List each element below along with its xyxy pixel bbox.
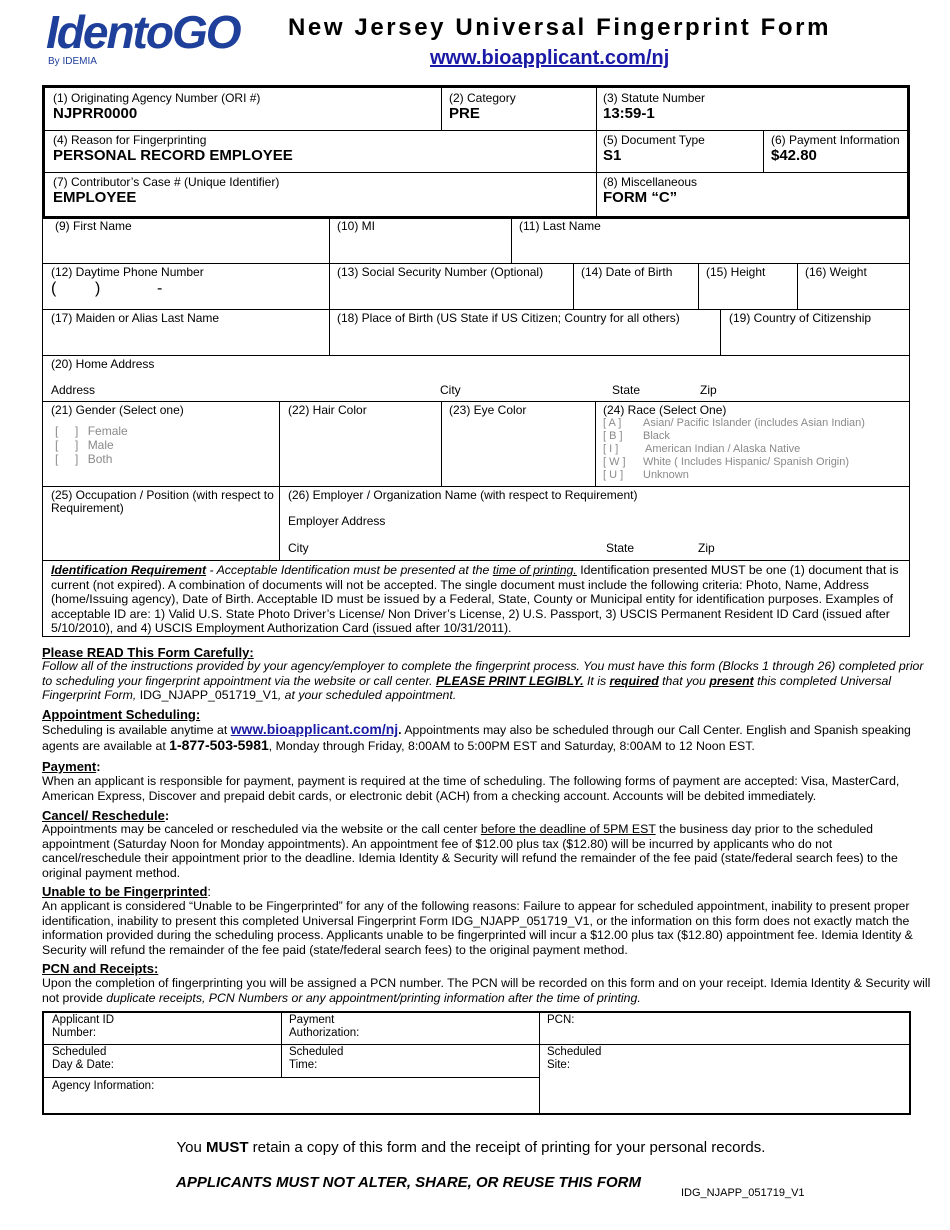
form-id-footer: IDG_NJAPP_051719_V1 [681, 1187, 805, 1199]
present-word: present [709, 673, 754, 688]
read-text-1: Follow all of the instructions provided by your agency/employer to complete the fingerprint process. You must have this form (Blocks 1 through 26) completed prior to scheduling your fingerprint appointment via the website or call center. [42, 659, 924, 688]
state-field[interactable]: State [612, 383, 641, 397]
employer-zip-field[interactable]: Zip [698, 541, 715, 555]
pcn-field[interactable]: PCN: [547, 1014, 575, 1026]
zip-field[interactable]: Zip [700, 383, 717, 397]
birthplace-field[interactable]: (18) Place of Birth (US State if US Citizen; Country for all others) [337, 311, 680, 325]
case-value: EMPLOYEE [53, 189, 137, 206]
print-legibly: PLEASE PRINT LEGIBLY. [435, 673, 584, 688]
read-text-2: It is [583, 673, 610, 688]
unable-heading-colon: : [207, 884, 212, 899]
cancel-text [42, 822, 932, 880]
form-id-inline: IDG_NJAPP_051719_V1 [139, 688, 278, 702]
occupation-field[interactable]: (25) Occupation / Position (with respect to Requirement) [51, 488, 274, 515]
identogo-logo [46, 6, 278, 70]
phone-paren-close: ) [95, 280, 101, 297]
appt-text-3: , Monday through Friday, 8:00AM to 5:00PM EST and Saturday, 8:00AM to 12 Noon EST. [268, 738, 755, 753]
dob-field[interactable]: (14) Date of Birth [581, 265, 673, 279]
reason-label: (4) Reason for Fingerprinting [53, 133, 207, 147]
race-code: [ U ] [603, 469, 624, 481]
maiden-name-field[interactable]: (17) Maiden or Alias Last Name [51, 311, 220, 325]
employer-city-field[interactable]: City [288, 541, 309, 555]
race-label: (24) Race (Select One) [603, 403, 727, 417]
payment-value: $42.80 [771, 147, 817, 164]
race-code: [ A ] [603, 417, 622, 429]
id-requirement-heading: Identification Requirement [51, 563, 207, 577]
unable-heading [42, 884, 211, 899]
call-center-phone: 1-877-503-5981 [169, 736, 269, 753]
logo-wordmark: IdentoGO [46, 6, 240, 58]
address-field[interactable]: Address [51, 383, 96, 397]
required-word: required [609, 673, 659, 688]
eye-color-field[interactable]: (23) Eye Color [449, 403, 527, 417]
pcn-text [42, 976, 932, 1005]
statute-label: (3) Statute Number [603, 91, 706, 105]
pcn-heading: PCN and Receipts: [42, 961, 159, 976]
appointment-url-link[interactable]: www.bioapplicant.com/nj [230, 721, 399, 737]
race-option-a[interactable] [603, 417, 865, 430]
race-code: [ I ] [603, 443, 619, 455]
misc-value: FORM “C” [603, 189, 678, 206]
read-text-3: that you [658, 673, 710, 688]
appt-text-2: Appointments may also be scheduled through our Call Center. English and Spanish speaking agents are available at [42, 723, 911, 753]
logo-subtext: By IDEMIA [48, 56, 97, 67]
read-carefully-text [42, 659, 932, 703]
height-field[interactable]: (15) Height [706, 265, 766, 279]
read-text-5: , at your scheduled appointment. [277, 688, 457, 702]
race-code: [ B ] [603, 430, 623, 442]
cancel-heading [42, 808, 169, 823]
gender-option-label: Female [87, 424, 128, 438]
checkbox-bracket: [ ] [55, 424, 79, 438]
race-label-text: Asian/ Pacific Islander (includes Asian Indian) [643, 417, 865, 429]
last-name-field[interactable]: (11) Last Name [519, 219, 601, 233]
pcn-text-italic: duplicate receipts, PCN Numbers or any appointment/printing information after the time of printing. [106, 990, 641, 1005]
header-url-link[interactable]: www.bioapplicant.com/nj [430, 47, 670, 69]
ori-label: (1) Originating Agency Number (ORI #) [53, 91, 261, 105]
hair-color-field[interactable]: (22) Hair Color [288, 403, 367, 417]
id-requirement-text [51, 563, 905, 636]
payment-text: When an applicant is responsible for payment, payment is required at the time of scheduling. The following forms of payment are accepted: Visa, MasterCard, American Express, Discover and prepaid debit cards, or electronic debit (ACH) from a checking account. Accounts will be debited immediately. [42, 774, 900, 803]
retain-must: MUST [206, 1139, 249, 1156]
receipt-box [42, 1011, 911, 1115]
race-option-u[interactable] [603, 469, 689, 482]
appt-dot: . [398, 723, 402, 737]
employer-field[interactable]: (26) Employer / Organization Name (with respect to Requirement) [288, 488, 638, 502]
appointment-heading: Appointment Scheduling: [42, 707, 201, 722]
category-label: (2) Category [449, 91, 516, 105]
cancel-deadline: before the deadline of 5PM EST [480, 822, 656, 836]
employer-state-field[interactable]: State [606, 541, 635, 555]
retain-post: retain a copy of this form and the receipt of printing for your personal records. [248, 1139, 766, 1156]
gender-option-both[interactable] [55, 453, 112, 466]
race-label-text: American Indian / Alaska Native [645, 443, 801, 455]
scheduled-day-field[interactable]: Scheduled Day & Date: [52, 1046, 114, 1071]
payment-heading [42, 759, 101, 774]
scheduled-time-field[interactable]: Scheduled Time: [289, 1046, 344, 1071]
first-name-field[interactable]: (9) First Name [55, 219, 132, 233]
city-field[interactable]: City [440, 383, 461, 397]
checkbox-bracket: [ ] [55, 452, 79, 466]
race-label-text: Black [643, 430, 670, 442]
phone-paren-open: ( [51, 280, 57, 297]
case-label: (7) Contributor’s Case # (Unique Identifier) [53, 175, 280, 189]
cancel-text-1: Appointments may be canceled or rescheduled via the website or the call center [42, 822, 481, 836]
unable-heading-text: Unable to be Fingerprinted [42, 884, 208, 899]
race-label-text: White ( Includes Hispanic/ Spanish Origin) [643, 456, 850, 468]
do-not-alter-warning: APPLICANTS MUST NOT ALTER, SHARE, OR REUSE THIS FORM [176, 1174, 642, 1191]
cancel-heading-text: Cancel/ Reschedule [42, 808, 165, 823]
payment-heading-text: Payment [42, 759, 97, 774]
misc-label: (8) Miscellaneous [603, 175, 698, 189]
agency-information-field[interactable]: Agency Information: [52, 1080, 155, 1092]
cancel-text-2: the business day prior to the scheduled appointment (Saturday Noon for Monday appointments). An appointment fee of $12.00 plus tax ($12.80) will be incurred by applicants who do not cancel/reschedule their appointment prior to the deadline. Idemia Identity & Security will refund the remainder of the fee paid (state/federal search fees) to the original payment method. [42, 822, 898, 880]
payment-heading-colon: : [96, 759, 101, 774]
race-code: [ W ] [603, 456, 626, 468]
statute-value: 13:59-1 [603, 105, 655, 122]
citizenship-field[interactable]: (19) Country of Citizenship [729, 311, 872, 325]
id-requirement-body: Identification presented MUST be one (1) document that is current (not expired). A combination of documents will not be accepted. The single document must include the following criteria: Photo, Name, Address (home/Issuing agency), Date of Birth. Acceptable ID must be issued by a Federal, State, County or Municipal entity for identification purposes. Examples of acceptable ID are: 1) Valid U.S. State Photo Driver’s License/ Non Driver’s License, 2) U.S. Passport, 3) USCIS Permanent Resident ID Card (issued after 5/10/2010), and 4) USCIS Employment Authorization Card (issued after 10/31/2011). [51, 563, 899, 636]
phone-field[interactable]: (12) Daytime Phone Number [51, 265, 204, 279]
checkbox-bracket: [ ] [55, 438, 79, 452]
payment-authorization-field[interactable]: Payment Authorization: [289, 1014, 360, 1039]
race-option-b[interactable] [603, 430, 670, 443]
applicant-block [42, 216, 910, 637]
doctype-value: S1 [603, 147, 622, 164]
retain-pre: You [176, 1139, 207, 1156]
cancel-heading-colon: : [164, 808, 170, 823]
employer-address-field[interactable]: Employer Address [288, 514, 386, 528]
scheduled-site-field[interactable]: Scheduled Site: [547, 1046, 602, 1071]
category-value: PRE [449, 105, 480, 122]
mi-field[interactable]: (10) MI [337, 219, 376, 233]
pcn-text-1: Upon the completion of fingerprinting you will be assigned a PCN number. The PCN will be recorded on this form and on your receipt. Idemia Identity & Security will not provide [42, 976, 931, 1005]
race-option-w[interactable] [603, 456, 849, 469]
gender-option-female[interactable] [55, 425, 128, 438]
gender-option-male[interactable] [55, 439, 114, 452]
gender-option-label: Both [87, 452, 113, 466]
gender-label: (21) Gender (Select one) [51, 403, 184, 417]
appointment-text [42, 722, 932, 753]
retain-copy-notice [0, 1139, 942, 1157]
agency-block [42, 85, 910, 219]
reason-value: PERSONAL RECORD EMPLOYEE [53, 147, 293, 164]
applicant-id-field[interactable]: Applicant ID Number: [52, 1014, 115, 1039]
phone-dash: - [157, 280, 163, 297]
ori-value: NJPRR0000 [53, 105, 138, 122]
id-requirement-intro: - Acceptable Identification must be presented at the [206, 563, 493, 577]
race-label-text: Unknown [643, 469, 689, 481]
race-option-i[interactable] [603, 443, 800, 456]
page-title: New Jersey Universal Fingerprint Form [288, 14, 832, 41]
weight-field[interactable]: (16) Weight [805, 265, 867, 279]
id-requirement-time: time of printing. [492, 563, 577, 577]
read-text-4: this completed Universal Fingerprint Form, [42, 673, 892, 702]
doctype-label: (5) Document Type [603, 133, 705, 147]
home-address-label: (20) Home Address [51, 357, 155, 371]
unable-text: An applicant is considered “Unable to be Fingerprinted” for any of the following reasons: Failure to appear for scheduled appointment, inability to present proper identification, inability to present this completed Universal Fingerprint Form IDG_NJAPP_051719_V1, or the information on this form does not exactly match the information provided during the scheduling process. Applicants unable to be fingerprinted will incur a $12.00 plus tax ($12.80) appointment fee. Idemia Identity & Security will refund the remainder of the fee paid (state/federal search fees) to the original payment method. [42, 899, 913, 957]
gender-option-label: Male [87, 438, 114, 452]
ssn-field[interactable]: (13) Social Security Number (Optional) [337, 265, 544, 279]
appt-text-1: Scheduling is available anytime at [42, 723, 231, 737]
payment-label: (6) Payment Information [771, 133, 900, 147]
read-carefully-heading: Please READ This Form Carefully: [42, 645, 254, 660]
